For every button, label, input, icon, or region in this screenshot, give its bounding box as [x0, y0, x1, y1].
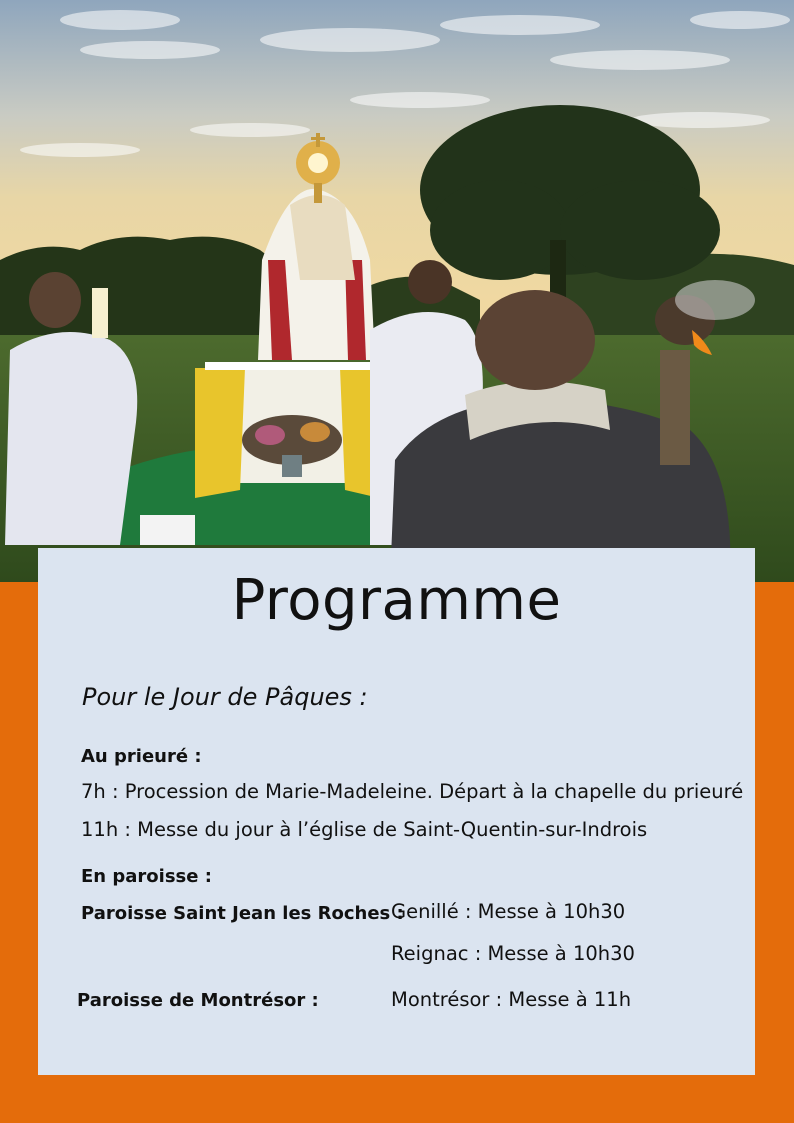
prieure-line-procession: 7h : Procession de Marie-Madeleine. Départ à la chapelle du prieuré: [81, 780, 744, 803]
mass-genille: Genillé : Messe à 10h30: [391, 900, 626, 923]
mass-montresor: Montrésor : Messe à 11h: [391, 988, 632, 1011]
paroisse-heading: En paroisse :: [81, 866, 212, 887]
mass-reignac: Reignac : Messe à 10h30: [391, 942, 635, 965]
parish-name-montresor: Paroisse de Montrésor :: [77, 990, 319, 1011]
programme-subtitle: Pour le Jour de Pâques :: [82, 683, 368, 711]
prieure-line-messe: 11h : Messe du jour à l’église de Saint-Quentin-sur-Indrois: [81, 818, 648, 841]
parish-name-saint-jean: Paroisse Saint Jean les Roches :: [81, 903, 404, 924]
prieure-heading: Au prieuré :: [81, 746, 202, 767]
page-title: Programme: [231, 568, 562, 633]
programme-card: [38, 548, 755, 1075]
